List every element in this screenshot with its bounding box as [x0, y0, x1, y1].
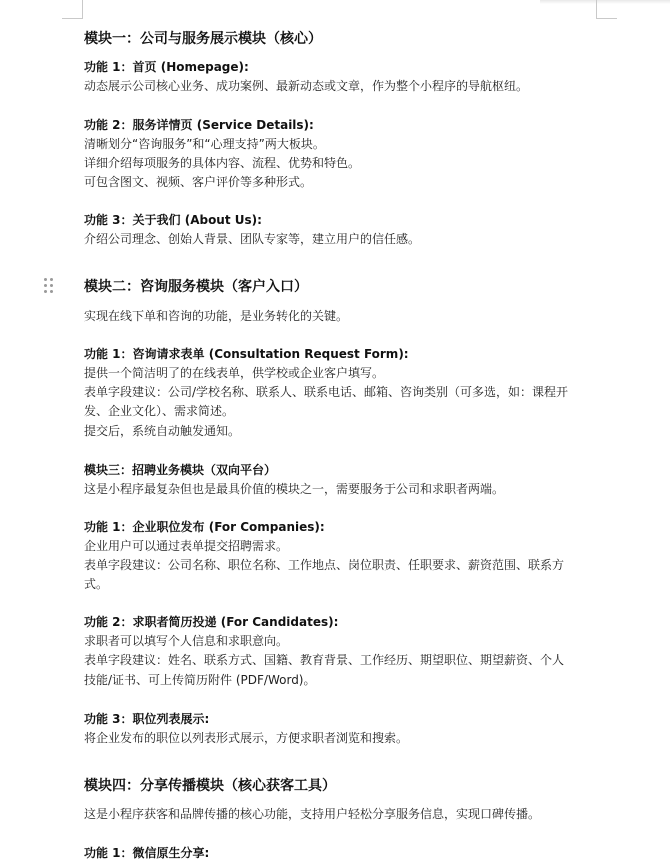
paragraph-line: 发、企业文化）、需求简述。 — [84, 404, 235, 418]
page-corner-mark-left — [62, 0, 83, 19]
block-drag-handle-icon[interactable] — [44, 278, 54, 294]
paragraph-line: 技能/证书、可上传简历附件 (PDF/Word)。 — [84, 673, 316, 687]
feature-heading: 功能 1：首页 (Homepage): — [84, 60, 249, 74]
paragraph-line: 提交后，系统自动触发通知。 — [84, 424, 241, 438]
feature-heading: 功能 2：求职者简历投递 (For Candidates): — [84, 615, 339, 629]
feature-heading: 功能 1：企业职位发布 (For Companies): — [84, 520, 325, 534]
paragraph-line: 表单字段建议：公司名称、职位名称、工作地点、岗位职责、任职要求、薪资范围、联系方 — [84, 558, 565, 572]
paragraph-line: 企业用户可以通过表单提交招聘需求。 — [84, 539, 289, 553]
feature-heading: 功能 3：关于我们 (About Us): — [84, 213, 262, 227]
paragraph-line: 提供一个简洁明了的在线表单，供学校或企业客户填写。 — [84, 366, 385, 380]
paragraph-line: 将企业发布的职位以列表形式展示，方便求职者浏览和搜索。 — [84, 731, 409, 745]
paragraph-line: 表单字段建议：姓名、联系方式、国籍、教育背景、工作经历、期望职位、期望薪资、个人 — [84, 653, 565, 667]
module-1-heading: 模块一：公司与服务展示模块（核心） — [84, 31, 322, 47]
paragraph-line: 清晰划分“咨询服务”和“心理支持”两大板块。 — [84, 137, 325, 151]
paragraph-line: 详细介绍每项服务的具体内容、流程、优势和特色。 — [84, 156, 361, 170]
paragraph-line: 表单字段建议：公司/学校名称、联系人、联系电话、邮箱、咨询类别（可多选，如：课程开 — [84, 385, 569, 399]
paragraph-line: 这是小程序最复杂但也是最具价值的模块之一，需要服务于公司和求职者两端。 — [84, 482, 505, 496]
feature-heading: 功能 1：咨询请求表单 (Consultation Request Form): — [84, 347, 409, 361]
paragraph-line: 动态展示公司核心业务、成功案例、最新动态或文章，作为整个小程序的导航枢纽。 — [84, 79, 529, 93]
paragraph-line: 这是小程序获客和品牌传播的核心功能，支持用户轻松分享服务信息，实现口碑传播。 — [84, 807, 541, 821]
paragraph-line: 式。 — [84, 577, 109, 591]
module-3-heading: 模块三：招聘业务模块（双向平台） — [84, 463, 277, 477]
feature-heading: 功能 1：微信原生分享: — [84, 846, 210, 860]
module-4-heading: 模块四：分享传播模块（核心获客工具） — [84, 778, 336, 794]
module-2-heading: 模块二：咨询服务模块（客户入口） — [84, 279, 308, 295]
paragraph-line: 可包含图文、视频、客户评价等多种形式。 — [84, 175, 313, 189]
paragraph-line: 介绍公司理念、创始人背景、团队专家等，建立用户的信任感。 — [84, 232, 421, 246]
feature-heading: 功能 2：服务详情页 (Service Details): — [84, 118, 314, 132]
feature-heading: 功能 3：职位列表展示: — [84, 712, 210, 726]
paragraph-line: 求职者可以填写个人信息和求职意向。 — [84, 634, 289, 648]
paragraph-line: 实现在线下单和咨询的功能，是业务转化的关键。 — [84, 309, 349, 323]
page-corner-mark-right — [596, 0, 617, 19]
